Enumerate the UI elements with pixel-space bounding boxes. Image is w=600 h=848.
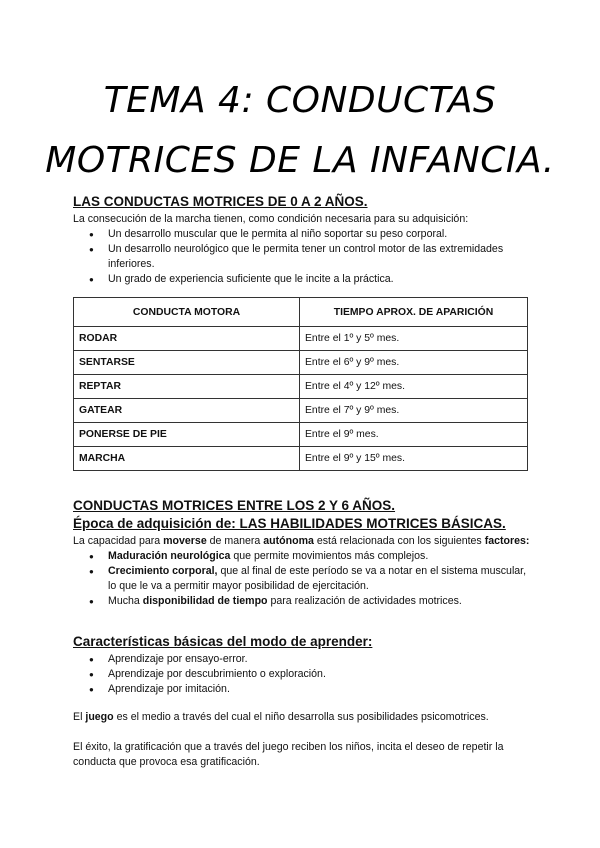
page-title-line-2: MOTRICES DE LA INFANCIA. bbox=[45, 140, 555, 181]
factors-list bbox=[73, 549, 533, 609]
table-cell: RODAR bbox=[74, 327, 300, 351]
list-item: ● Un grado de experiencia suficiente que le incite a la práctica. bbox=[73, 272, 533, 287]
learning-list-wrap bbox=[73, 652, 533, 697]
table-cell: MARCHA bbox=[74, 447, 300, 471]
table-row bbox=[74, 399, 528, 423]
table-row bbox=[74, 351, 528, 375]
list-item: ● Un desarrollo neurológico que le permita tener un control motor de las extremidades inferiores. bbox=[73, 242, 533, 272]
requirements-list bbox=[73, 227, 533, 287]
juego-paragraph: El juego es el medio a través del cual el niño desarrolla sus posibilidades psicomotrices. bbox=[73, 711, 489, 723]
motor-milestones-table bbox=[73, 297, 528, 471]
section-subheading: Época de adquisición de: LAS HABILIDADES MOTRICES BÁSICAS. bbox=[73, 516, 506, 531]
learning-list bbox=[73, 652, 533, 697]
list-item: ● Aprendizaje por descubrimiento o exploración. bbox=[73, 667, 533, 682]
table-row bbox=[74, 447, 528, 471]
list-item: ● Maduración neurológica que permite movimientos más complejos. bbox=[73, 549, 533, 564]
list-item: ● Aprendizaje por imitación. bbox=[73, 682, 533, 697]
section-heading-2-6: CONDUCTAS MOTRICES ENTRE LOS 2 Y 6 AÑOS. bbox=[73, 498, 396, 513]
table-row bbox=[74, 423, 528, 447]
table-header-row bbox=[74, 298, 528, 327]
table-row bbox=[74, 375, 528, 399]
table-cell: Entre el 4º y 12º mes. bbox=[300, 375, 528, 399]
table-cell: Entre el 1º y 5º mes. bbox=[300, 327, 528, 351]
list-item: ● Aprendizaje por ensayo-error. bbox=[73, 652, 533, 667]
column-header: CONDUCTA MOTORA bbox=[74, 298, 300, 327]
table-cell: Entre el 9º y 15º mes. bbox=[300, 447, 528, 471]
page-title-line-1: TEMA 4: CONDUCTAS bbox=[103, 80, 497, 121]
table-row bbox=[74, 327, 528, 351]
table-cell: PONERSE DE PIE bbox=[74, 423, 300, 447]
column-header: TIEMPO APROX. DE APARICIÓN bbox=[300, 298, 528, 327]
table-cell: Entre el 9º mes. bbox=[300, 423, 528, 447]
table-cell: REPTAR bbox=[74, 375, 300, 399]
section1-intro bbox=[73, 212, 533, 287]
section2-body bbox=[73, 534, 533, 609]
gratification-paragraph: El éxito, la gratificación que a través del juego reciben los niños, incita el deseo de repetir la conducta que provoca esa gratificación. bbox=[73, 741, 504, 768]
table-cell: SENTARSE bbox=[74, 351, 300, 375]
list-item: ● Un desarrollo muscular que le permita al niño soportar su peso corporal. bbox=[73, 227, 533, 242]
section-heading-learning: Características básicas del modo de aprender: bbox=[73, 634, 373, 649]
factors-intro: La capacidad para moverse de manera autónoma está relacionada con los siguientes factores: bbox=[73, 535, 530, 547]
list-item: ● Crecimiento corporal, que al final de este período se va a notar en el sistema muscular, lo que le va a permitir mayor posibilidad de ejercitación. bbox=[73, 564, 533, 594]
list-item: ● Mucha disponibilidad de tiempo para realización de actividades motrices. bbox=[73, 594, 533, 609]
table-cell: GATEAR bbox=[74, 399, 300, 423]
table-cell: Entre el 7º y 9º mes. bbox=[300, 399, 528, 423]
intro-text: La consecución de la marcha tienen, como condición necesaria para su adquisición: bbox=[73, 213, 469, 225]
table-cell: Entre el 6º y 9º mes. bbox=[300, 351, 528, 375]
section-heading-0-2: LAS CONDUCTAS MOTRICES DE 0 A 2 AÑOS. bbox=[73, 194, 368, 209]
